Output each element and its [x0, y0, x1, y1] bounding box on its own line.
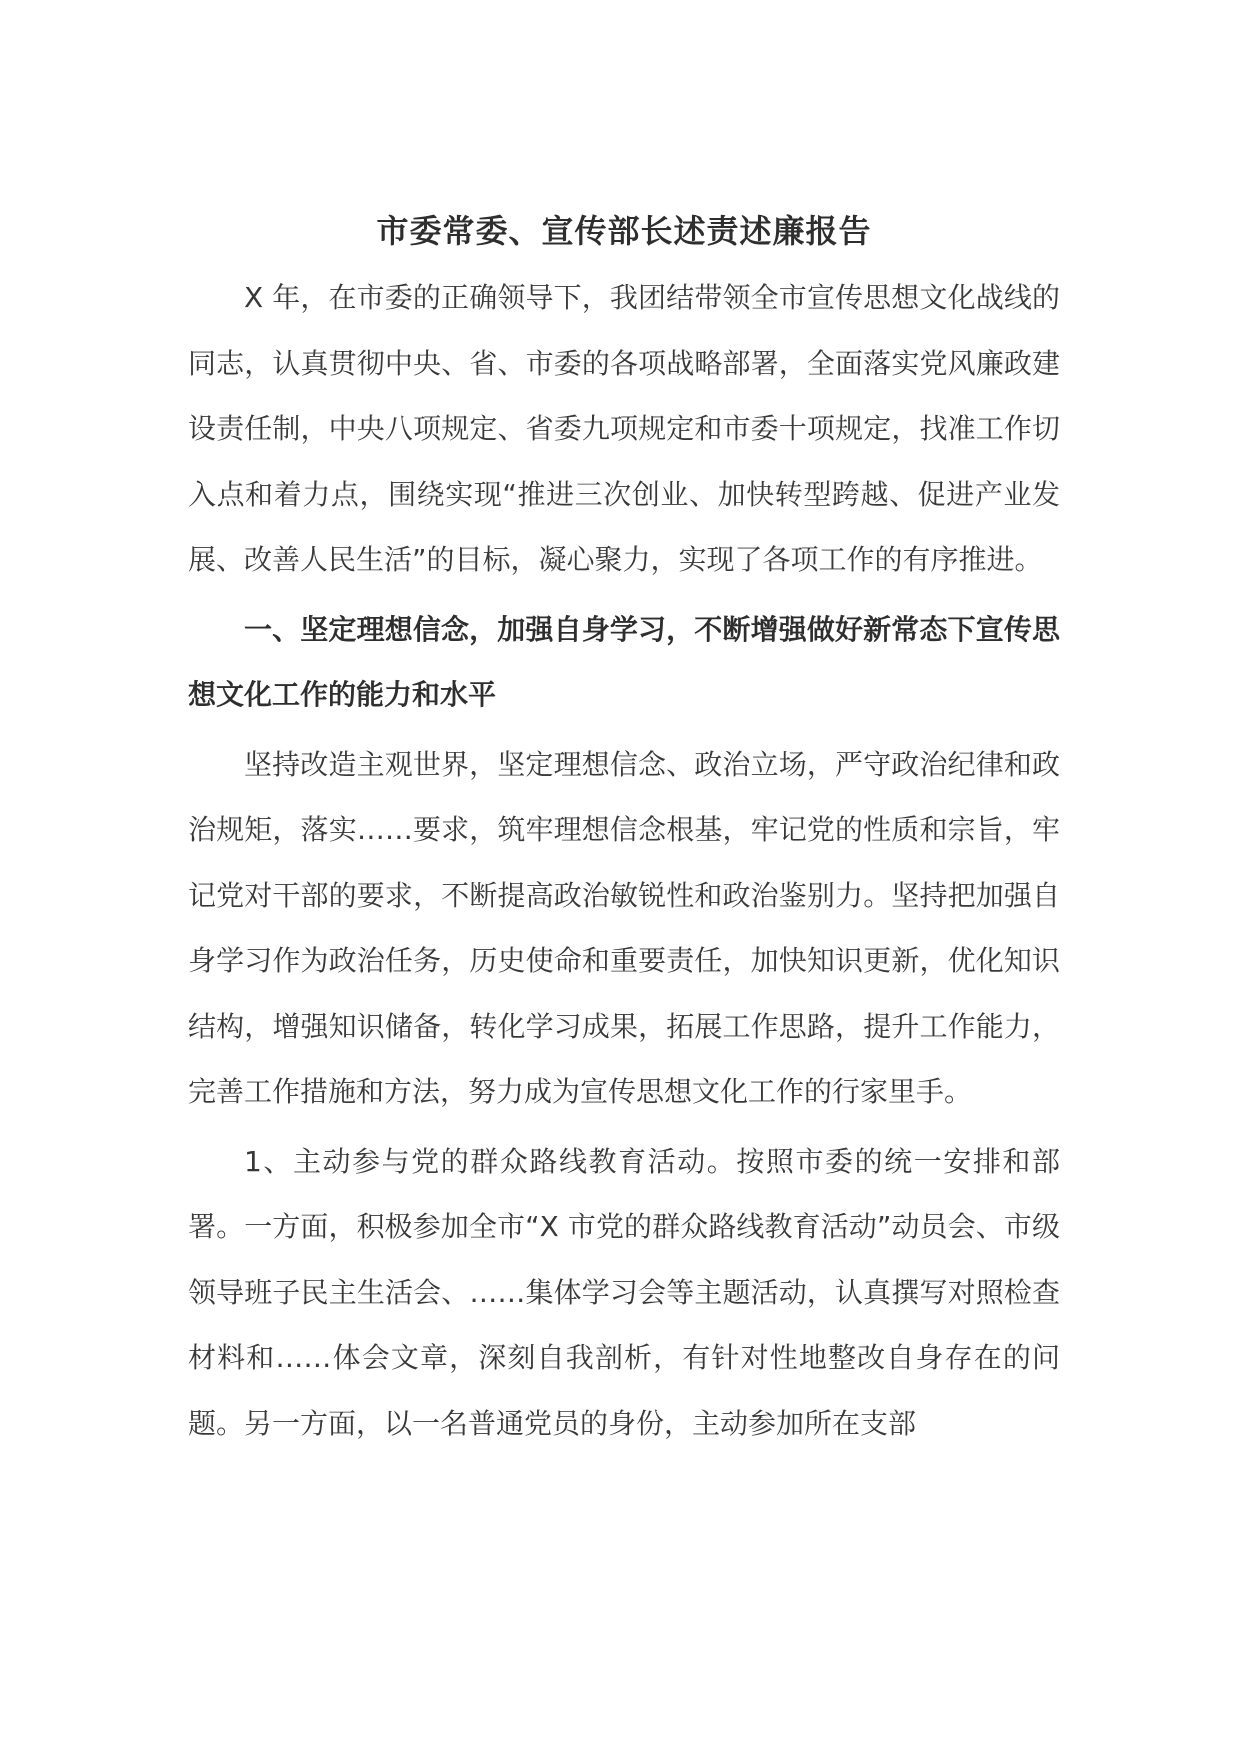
intro-paragraph: X 年，在市委的正确领导下，我团结带领全市宣传思想文化战线的同志，认真贯彻中央、省、市委的各项战略部署，全面落实党风廉政建设责任制，中央八项规定、省委九项规定和市委十项规定，找准工作切入点和着力点，围绕实现“推进三次创业、加快转型跨越、促进产业发展、改善人民生活”的目标，凝心聚力，实现了各项工作的有序推进。 [188, 281, 1060, 576]
document-body [188, 205, 1060, 1460]
section-1-paragraph: 坚持改造主观世界，坚定理想信念、政治立场，严守政治纪律和政治规矩，落实……要求，筑牢理想信念根基，牢记党的性质和宗旨，牢记党对干部的要求，不断提高政治敏锐性和政治鉴别力。坚持把加强自身学习作为政治任务，历史使命和重要责任，加快知识更新，优化知识结构，增强知识储备，转化学习成果，拓展工作思路，提升工作能力，完善工作措施和方法，努力成为宣传思想文化工作的行家里手。 [188, 747, 1060, 1108]
document-title: 市委常委、宣传部长述责述廉报告 [376, 212, 872, 250]
item-1-paragraph: 1、主动参与党的群众路线教育活动。按照市委的统一安排和部署。一方面，积极参加全市“X 市党的群众路线教育活动”动员会、市级领导班子民主生活会、……集体学习会等主题活动，认真撰写对照检查材料和……体会文章，深刻自我剖析，有针对性地整改自身存在的问题。另一方面，以一名普通党员的身份，主动参加所在支部 [188, 1144, 1060, 1440]
section-heading-1: 一、坚定理想信念，加强自身学习，不断增强做好新常态下宣传思想文化工作的能力和水平 [188, 612, 1060, 711]
